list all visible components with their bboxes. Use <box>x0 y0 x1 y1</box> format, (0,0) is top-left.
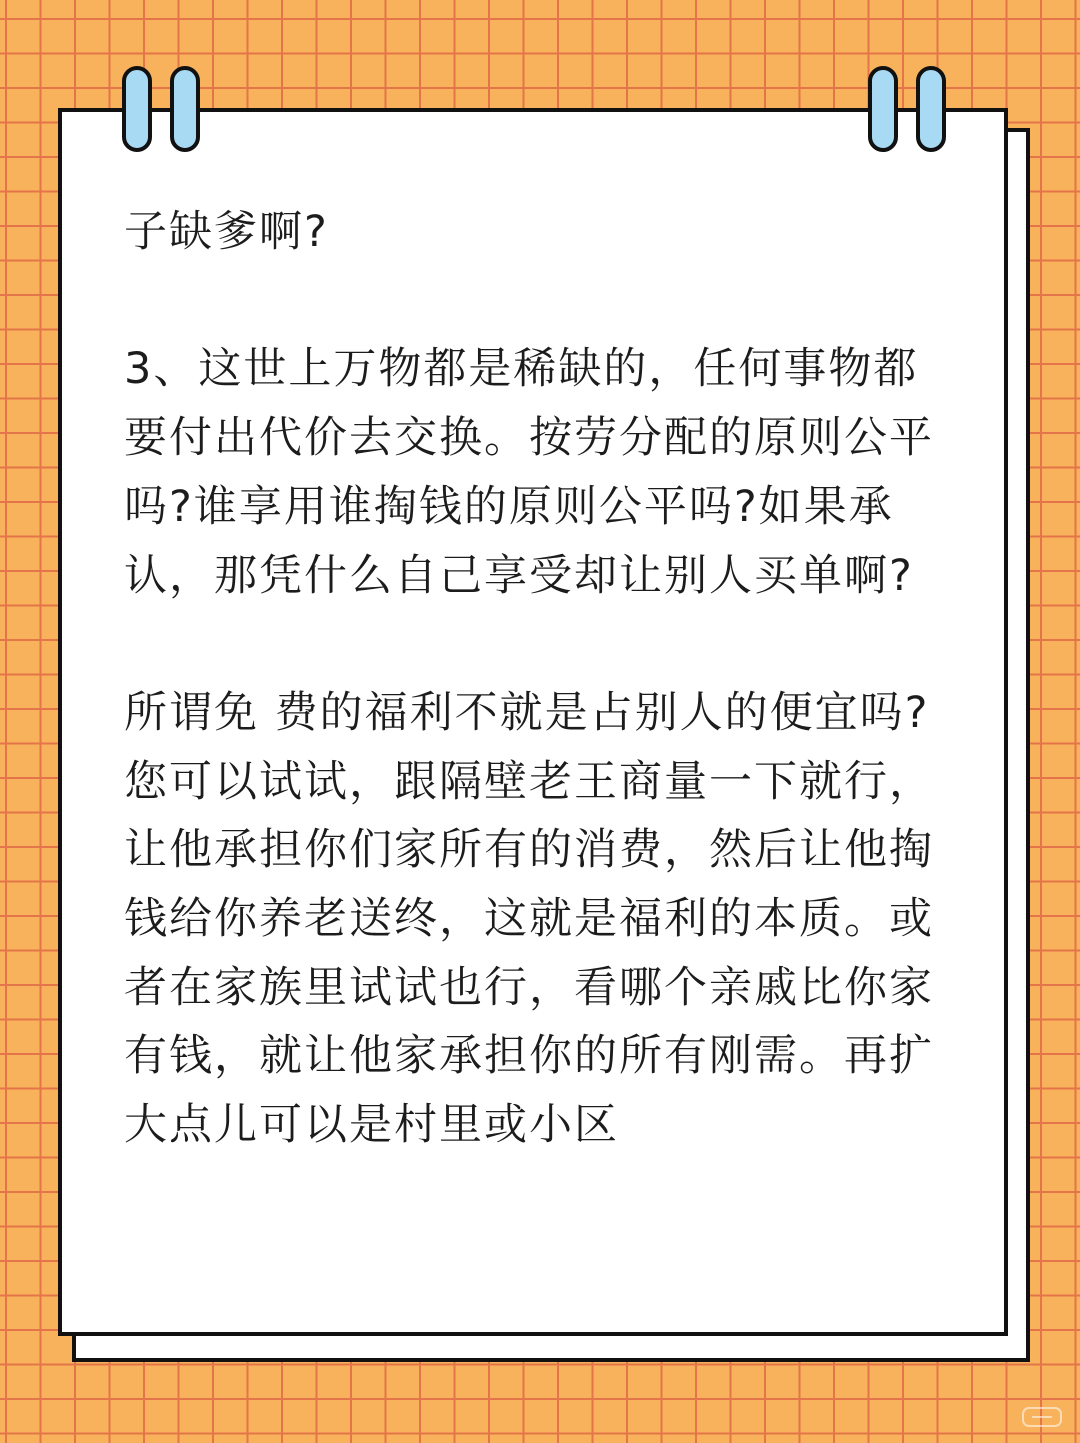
watermark-logo-icon <box>1022 1405 1062 1429</box>
note-body <box>124 198 950 1160</box>
paragraph-spacer <box>124 267 950 336</box>
note-paragraph-1: 子缺爹啊? <box>124 207 329 257</box>
binder-ring-left-2 <box>170 66 200 152</box>
binder-ring-right-1 <box>868 66 898 152</box>
binder-ring-right-2 <box>916 66 946 152</box>
note-paragraph-2: 3、这世上万物都是稀缺的，任何事物都要付出代价去交换。按劳分配的原则公平吗?谁享用谁掏钱的原则公平吗?如果承认，那凭什么自己享受却让别人买单啊? <box>124 344 934 601</box>
note-paragraph-3: 所谓免 费的福利不就是占别人的便宜吗?您可以试试，跟隔壁老王商量一下就行，让他承担你们家所有的消费，然后让他掏钱给你养老送终，这就是福利的本质。或者在家族里试试也行，看哪个亲戚比你家有钱，就让他家承担你的所有刚需。再扩大点儿可以是村里或小区 <box>124 687 934 1151</box>
binder-ring-left-1 <box>122 66 152 152</box>
paragraph-spacer <box>124 610 950 679</box>
